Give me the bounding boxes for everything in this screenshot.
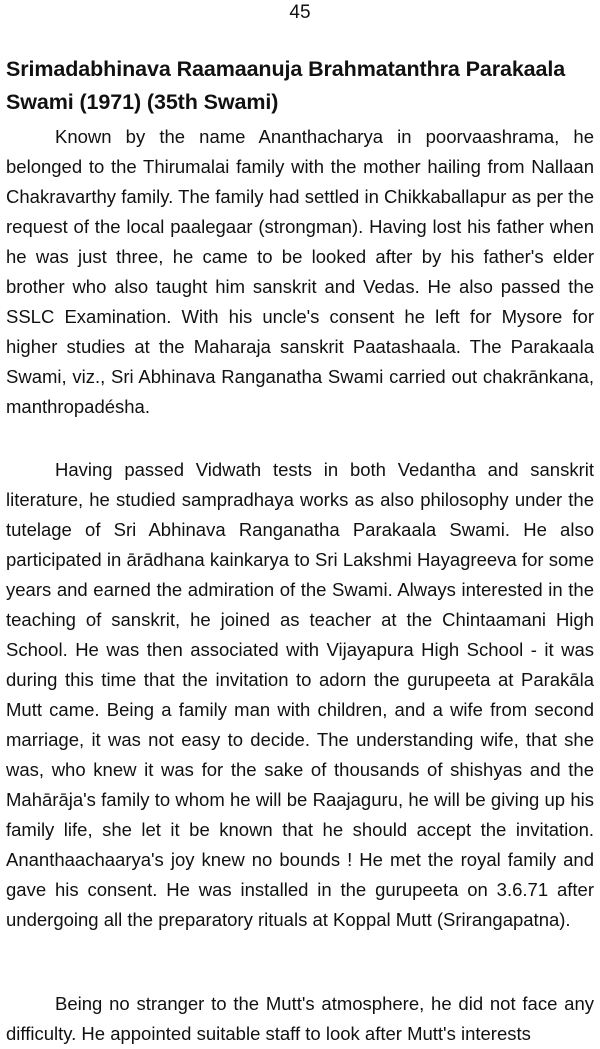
paragraph-3: Being no stranger to the Mutt's atmosphere, he did not face any difficulty. He appointed suitable staff to look after Mutt's interests xyxy=(6,993,594,1044)
section-title: Srimadabhinava Raamaanuja Brahmatanthra Parakaala Swami (1971) (35th Swami) xyxy=(6,57,566,114)
paragraph-2: Having passed Vidwath tests in both Vedantha and sanskrit literature, he studied sampradhaya works as also philosophy under the tutelage of Sri Abhinava Ranganatha Parakaala Swami. He also participated in ārādhana kainkarya to Sri Lakshmi Hayagreeva for some years and earned the admiration of the Swami. Always interested in the teaching of sanskrit, he joined as teacher at the Chintaamani High School. He was then associated with Vijayapura High School - it was during this time that the invitation to adorn the gurupeeta at Parakāla Mutt came. Being a family man with children, and a wife from second marriage, it was not easy to decide. The understanding wife, that she was, who knew it was for the sake of thousands of shishyas and the Mahārāja's family to whom he will be Raajaguru, he will be giving up his family life, she let it be known that he should accept the invitation. Ananthaachaarya's joy knew no bounds ! He met the royal family and gave his consent. He was installed in the gurupeeta on 3.6.71 after undergoing all the preparatory rituals at Koppal Mutt (Srirangapatna). xyxy=(6,459,594,930)
paragraph-1: Known by the name Ananthacharya in poorvaashrama, he belonged to the Thirumalai family with the mother hailing from Nallaan Chakravarthy family. The family had settled in Chikkaballapur as per the request of the local paalegaar (strongman). Having lost his father when he was just three, he came to be looked after by his father's elder brother who also taught him sanskrit and Vedas. He also passed the SSLC Examination. With his uncle's consent he left for Mysore for higher studies at the Maharaja sanskrit Paatashaala. The Parakaala Swami, viz., Sri Abhinava Ranganatha Swami carried out chakrānkana, manthropadésha. xyxy=(6,126,594,417)
page-number: 45 xyxy=(289,2,311,23)
